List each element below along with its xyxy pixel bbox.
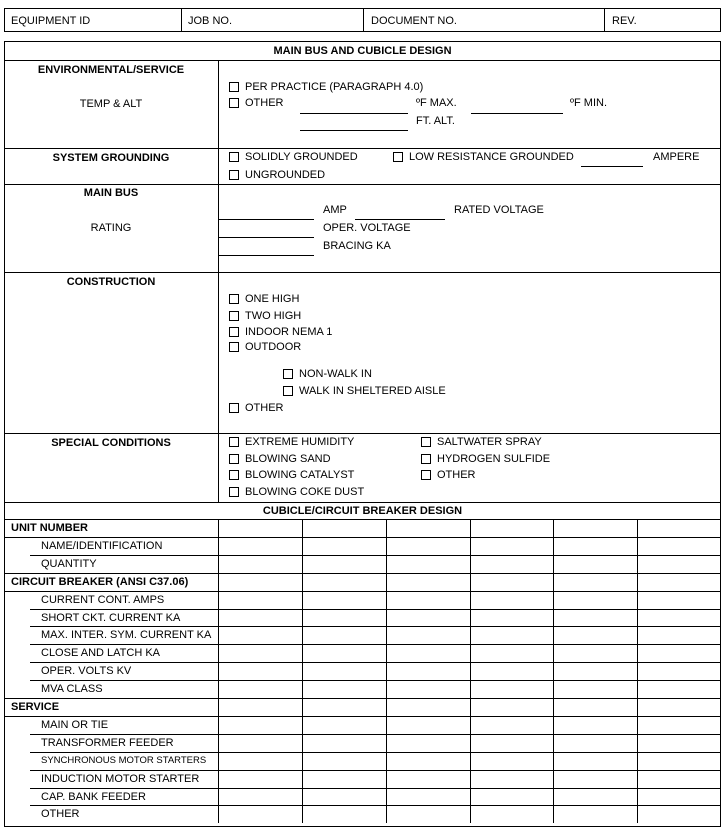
group-label: CIRCUIT BREAKER (ANSI C37.06)	[11, 575, 189, 588]
special-conditions-label: SPECIAL CONDITIONS	[51, 437, 171, 449]
unit-cell[interactable]	[470, 752, 554, 770]
unit-cell[interactable]	[470, 698, 554, 716]
unit-cell[interactable]	[470, 555, 554, 573]
unit-cell[interactable]	[553, 805, 637, 823]
amp-field[interactable]	[218, 219, 314, 220]
unit-cell[interactable]	[553, 770, 637, 788]
unit-cell[interactable]	[470, 716, 554, 734]
group-label: UNIT NUMBER	[11, 522, 88, 534]
unit-cell[interactable]	[302, 752, 386, 770]
unit-cell[interactable]	[386, 770, 470, 788]
unit-cell[interactable]	[470, 805, 554, 823]
unit-cell[interactable]	[386, 591, 470, 609]
unit-cell[interactable]	[386, 644, 470, 662]
unit-cell[interactable]	[637, 698, 721, 716]
solidly-grounded-checkbox[interactable]	[229, 152, 239, 162]
unit-cell[interactable]	[470, 788, 554, 806]
unit-cell[interactable]	[386, 537, 470, 555]
two-high-checkbox[interactable]	[229, 311, 239, 321]
bracing-label: BRACING KA	[323, 240, 391, 252]
per-practice-label: PER PRACTICE (PARAGRAPH 4.0)	[245, 81, 424, 93]
unit-cell[interactable]	[553, 537, 637, 555]
row-label: QUANTITY	[41, 557, 97, 570]
unit-cell[interactable]	[553, 519, 637, 537]
one-high-checkbox[interactable]	[229, 294, 239, 304]
unit-cell[interactable]	[218, 716, 302, 734]
non-walk-checkbox[interactable]	[283, 369, 293, 379]
env-other-checkbox[interactable]	[229, 98, 239, 108]
oper-voltage-field[interactable]	[218, 237, 314, 238]
unit-cell[interactable]	[553, 555, 637, 573]
coke-label: BLOWING COKE DUST	[245, 486, 365, 498]
unit-cell[interactable]	[386, 680, 470, 698]
h2s-checkbox[interactable]	[421, 454, 431, 464]
unit-cell[interactable]	[637, 788, 721, 806]
unit-cell[interactable]	[302, 555, 386, 573]
unit-cell[interactable]	[637, 752, 721, 770]
job-no-label: JOB NO.	[188, 15, 233, 27]
row-label: MVA CLASS	[41, 683, 103, 696]
low-resistance-checkbox[interactable]	[393, 152, 403, 162]
unit-cell[interactable]	[553, 734, 637, 752]
unit-cell[interactable]	[386, 698, 470, 716]
walk-in-label: WALK IN SHELTERED AISLE	[299, 385, 446, 397]
rated-voltage-label: RATED VOLTAGE	[454, 204, 544, 216]
group-label: SERVICE	[11, 701, 60, 713]
ungrounded-label: UNGROUNDED	[245, 169, 326, 181]
unit-cell[interactable]	[218, 644, 302, 662]
unit-cell[interactable]	[386, 734, 470, 752]
humidity-checkbox[interactable]	[229, 437, 239, 447]
bracing-field[interactable]	[218, 255, 314, 256]
unit-cell[interactable]	[553, 609, 637, 627]
environmental-label: ENVIRONMENTAL/SERVICE	[37, 64, 185, 76]
unit-cell[interactable]	[553, 680, 637, 698]
unit-cell[interactable]	[302, 573, 386, 591]
row-label: INDUCTION MOTOR STARTER	[41, 772, 200, 785]
unit-cell[interactable]	[302, 698, 386, 716]
row-label: OPER. VOLTS KV	[41, 665, 132, 678]
special-other-label: OTHER	[437, 469, 476, 481]
unit-cell[interactable]	[218, 805, 302, 823]
unit-cell[interactable]	[637, 662, 721, 680]
outdoor-label: OUTDOOR	[245, 341, 302, 353]
row-label: TRANSFORMER FEEDER	[41, 736, 174, 749]
unit-cell[interactable]	[302, 644, 386, 662]
unit-cell[interactable]	[637, 626, 721, 644]
unit-cell[interactable]	[218, 555, 302, 573]
row-label: OTHER	[41, 808, 80, 821]
unit-cell[interactable]	[302, 662, 386, 680]
coke-checkbox[interactable]	[229, 487, 239, 497]
equipment-id-label: EQUIPMENT ID	[11, 15, 91, 27]
unit-cell[interactable]	[637, 555, 721, 573]
f-min-label: ºF MIN.	[570, 97, 608, 109]
unit-cell[interactable]	[386, 519, 470, 537]
ampere-label: AMPERE	[653, 151, 700, 163]
unit-cell[interactable]	[637, 770, 721, 788]
catalyst-checkbox[interactable]	[229, 470, 239, 480]
unit-cell[interactable]	[302, 716, 386, 734]
env-other-label: OTHER	[245, 97, 284, 109]
unit-cell[interactable]	[302, 788, 386, 806]
temp-alt-label: TEMP & ALT	[79, 98, 143, 110]
unit-cell[interactable]	[637, 519, 721, 537]
unit-cell[interactable]	[218, 626, 302, 644]
unit-cell[interactable]	[218, 698, 302, 716]
ft-alt-label: FT. ALT.	[416, 115, 455, 127]
special-other-checkbox[interactable]	[421, 470, 431, 480]
one-high-label: ONE HIGH	[245, 293, 300, 305]
unit-cell[interactable]	[553, 716, 637, 734]
row-label: NAME/IDENTIFICATION	[41, 539, 163, 552]
unit-cell[interactable]	[553, 573, 637, 591]
unit-cell[interactable]	[637, 591, 721, 609]
unit-cell[interactable]	[637, 537, 721, 555]
unit-cell[interactable]	[386, 555, 470, 573]
unit-cell[interactable]	[218, 591, 302, 609]
main-bus-label: MAIN BUS	[83, 187, 139, 199]
solidly-grounded-label: SOLIDLY GROUNDED	[245, 151, 358, 163]
grounding-label: SYSTEM GROUNDING	[52, 152, 170, 164]
sand-label: BLOWING SAND	[245, 453, 331, 465]
unit-cell[interactable]	[386, 626, 470, 644]
unit-cell[interactable]	[302, 626, 386, 644]
rated-voltage-field[interactable]	[355, 219, 445, 220]
unit-cell[interactable]	[302, 770, 386, 788]
unit-cell[interactable]	[553, 662, 637, 680]
unit-cell[interactable]	[637, 573, 721, 591]
f-min-field[interactable]	[471, 113, 563, 114]
non-walk-label: NON-WALK IN	[299, 368, 372, 380]
two-high-label: TWO HIGH	[245, 310, 302, 322]
rating-label: RATING	[90, 222, 132, 234]
row-label: MAX. INTER. SYM. CURRENT KA	[41, 629, 212, 642]
unit-cell[interactable]	[553, 788, 637, 806]
unit-cell[interactable]	[218, 680, 302, 698]
unit-cell[interactable]	[386, 716, 470, 734]
unit-cell[interactable]	[218, 573, 302, 591]
unit-cell[interactable]	[386, 662, 470, 680]
unit-cell[interactable]	[470, 662, 554, 680]
unit-cell[interactable]	[553, 626, 637, 644]
construction-other-checkbox[interactable]	[229, 403, 239, 413]
low-resistance-label: LOW RESISTANCE GROUNDED	[409, 151, 574, 163]
unit-cell[interactable]	[637, 644, 721, 662]
unit-cell[interactable]	[553, 591, 637, 609]
outdoor-checkbox[interactable]	[229, 342, 239, 352]
unit-cell[interactable]	[470, 573, 554, 591]
unit-cell[interactable]	[470, 644, 554, 662]
unit-cell[interactable]	[470, 626, 554, 644]
unit-cell[interactable]	[302, 680, 386, 698]
ft-alt-field[interactable]	[300, 130, 408, 131]
unit-cell[interactable]	[470, 680, 554, 698]
f-max-label: ºF MAX.	[416, 97, 457, 109]
unit-cell[interactable]	[218, 788, 302, 806]
unit-cell[interactable]	[470, 519, 554, 537]
unit-cell[interactable]	[637, 680, 721, 698]
unit-cell[interactable]	[218, 734, 302, 752]
saltwater-label: SALTWATER SPRAY	[437, 436, 542, 448]
unit-cell[interactable]	[470, 609, 554, 627]
saltwater-checkbox[interactable]	[421, 437, 431, 447]
main-bus-section-title: MAIN BUS AND CUBICLE DESIGN	[273, 45, 452, 57]
sand-checkbox[interactable]	[229, 454, 239, 464]
unit-cell[interactable]	[218, 537, 302, 555]
unit-cell[interactable]	[637, 805, 721, 823]
f-max-field[interactable]	[300, 113, 408, 114]
catalyst-label: BLOWING CATALYST	[245, 469, 355, 481]
unit-cell[interactable]	[386, 609, 470, 627]
row-label: CLOSE AND LATCH KA	[41, 647, 160, 660]
ungrounded-checkbox[interactable]	[229, 170, 239, 180]
row-label: SYNCHRONOUS MOTOR STARTERS	[41, 754, 207, 766]
row-label: CURRENT CONT. AMPS	[41, 593, 165, 606]
construction-other-label: OTHER	[245, 402, 284, 414]
unit-cell[interactable]	[637, 734, 721, 752]
unit-cell[interactable]	[553, 752, 637, 770]
unit-cell[interactable]	[218, 519, 302, 537]
row-label: MAIN OR TIE	[41, 718, 109, 731]
per-practice-checkbox[interactable]	[229, 82, 239, 92]
unit-cell[interactable]	[218, 752, 302, 770]
unit-cell[interactable]	[553, 644, 637, 662]
unit-cell[interactable]	[218, 609, 302, 627]
unit-cell[interactable]	[302, 537, 386, 555]
humidity-label: EXTREME HUMIDITY	[245, 436, 355, 448]
unit-cell[interactable]	[470, 537, 554, 555]
row-label: CAP. BANK FEEDER	[41, 790, 146, 803]
unit-cell[interactable]	[302, 591, 386, 609]
document-no-label: DOCUMENT NO.	[371, 15, 457, 27]
unit-cell[interactable]	[470, 770, 554, 788]
amp-label: AMP	[323, 204, 347, 216]
unit-cell[interactable]	[386, 805, 470, 823]
unit-cell[interactable]	[553, 698, 637, 716]
unit-cell[interactable]	[470, 734, 554, 752]
indoor-checkbox[interactable]	[229, 327, 239, 337]
oper-voltage-label: OPER. VOLTAGE	[323, 222, 411, 234]
unit-cell[interactable]	[218, 770, 302, 788]
h2s-label: HYDROGEN SULFIDE	[437, 453, 551, 465]
unit-cell[interactable]	[386, 788, 470, 806]
row-label: SHORT CKT. CURRENT KA	[41, 611, 181, 624]
unit-cell[interactable]	[386, 752, 470, 770]
cubicle-section-title: CUBICLE/CIRCUIT BREAKER DESIGN	[262, 505, 463, 517]
walk-in-checkbox[interactable]	[283, 386, 293, 396]
unit-cell[interactable]	[302, 805, 386, 823]
unit-cell[interactable]	[637, 609, 721, 627]
unit-cell[interactable]	[218, 662, 302, 680]
unit-cell[interactable]	[386, 573, 470, 591]
unit-cell[interactable]	[470, 591, 554, 609]
ampere-field[interactable]	[581, 166, 643, 167]
unit-cell[interactable]	[302, 734, 386, 752]
unit-cell[interactable]	[302, 609, 386, 627]
construction-label: CONSTRUCTION	[66, 276, 156, 288]
unit-cell[interactable]	[302, 519, 386, 537]
rev-label: REV.	[612, 15, 637, 27]
indoor-label: INDOOR NEMA 1	[245, 326, 333, 338]
unit-cell[interactable]	[637, 716, 721, 734]
